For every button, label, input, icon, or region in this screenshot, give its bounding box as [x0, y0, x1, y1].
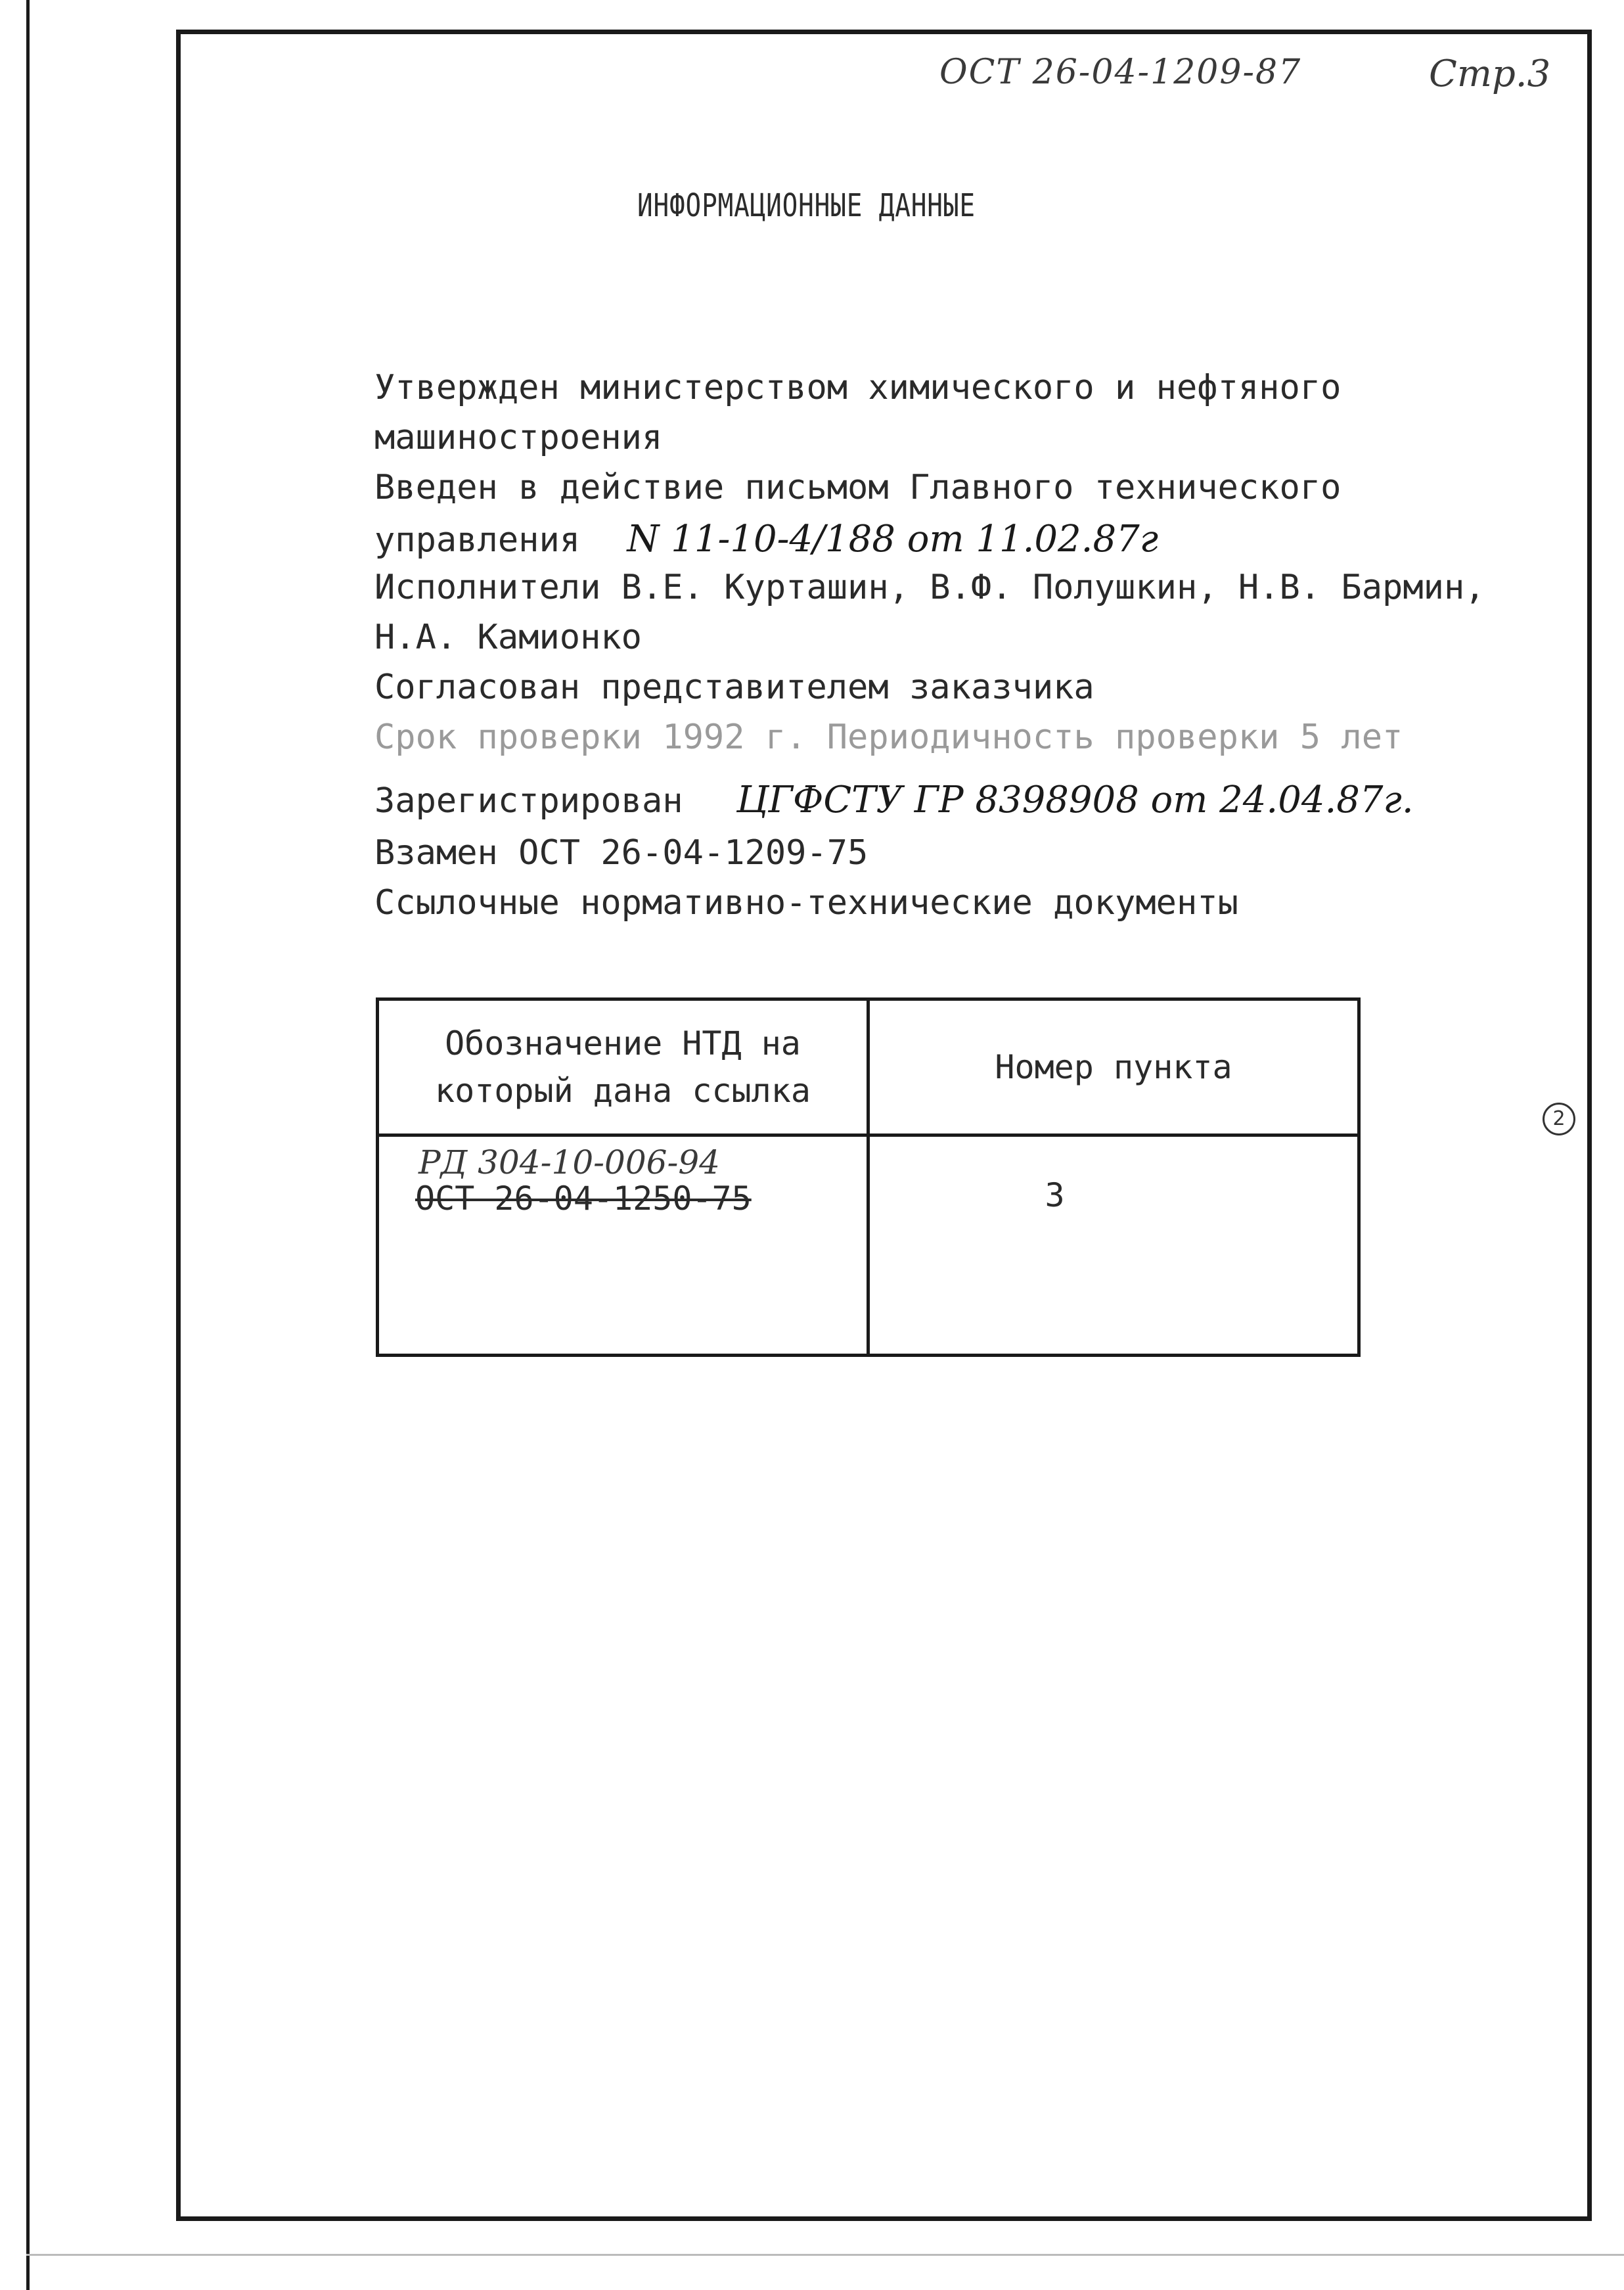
header-item-number: Номер пункта	[868, 999, 1359, 1135]
header-doc-line1: Обозначение НТД на	[445, 1024, 801, 1063]
registered-line	[374, 779, 1414, 821]
introduced-label: управления	[374, 520, 581, 560]
page-bottom-edge	[26, 2254, 1624, 2256]
cell-item-number: 3	[868, 1135, 1359, 1356]
executors-line-1: Исполнители В.Е. Курташин, В.Ф. Полушкин, Н.В. Бармин,	[374, 568, 1485, 607]
new-reference-handwritten: РД 304-10-006-94	[418, 1143, 720, 1181]
approved-line-1: Утвержден министерством химического и нефтяного	[374, 368, 1342, 407]
old-reference-struck: ОСТ 26-04-1250-75	[415, 1179, 752, 1218]
introduced-line-1: Введен в действие письмом Главного технического	[374, 468, 1342, 507]
page-title: ИНФОРМАЦИОННЫЕ ДАННЫЕ	[637, 187, 976, 224]
introduced-handwritten-ref: N 11-10-4/188 от 11.02.87г	[627, 518, 1159, 561]
table-row	[378, 1135, 1359, 1356]
check-period-line: Срок проверки 1992 г. Периодичность проверки 5 лет	[374, 718, 1403, 757]
reference-docs-line: Ссылочные нормативно-технические документы	[374, 883, 1238, 923]
page-left-edge	[26, 0, 30, 2290]
agreed-line: Согласован представителем заказчика	[374, 668, 1094, 707]
registered-handwritten-ref: ЦГФСТУ ГР 8398908 от 24.04.87г.	[736, 779, 1414, 821]
introduced-line-2	[374, 518, 1158, 561]
margin-circle-mark: 2	[1543, 1103, 1575, 1135]
cell-doc-designation	[378, 1135, 868, 1356]
reference-table	[376, 997, 1361, 1357]
page-number: Стр.3	[1429, 53, 1551, 95]
document-number: ОСТ 26-04-1209-87	[939, 53, 1302, 92]
table-header-row	[378, 999, 1359, 1135]
replaces-line: Взамен ОСТ 26-04-1209-75	[374, 833, 868, 873]
registered-label: Зарегистрирован	[374, 781, 683, 821]
approved-line-2: машиностроения	[374, 418, 663, 457]
header-doc-designation	[378, 999, 868, 1135]
executors-line-2: Н.А. Камионко	[374, 618, 642, 657]
header-doc-line2: который дана ссылка	[435, 1072, 811, 1110]
